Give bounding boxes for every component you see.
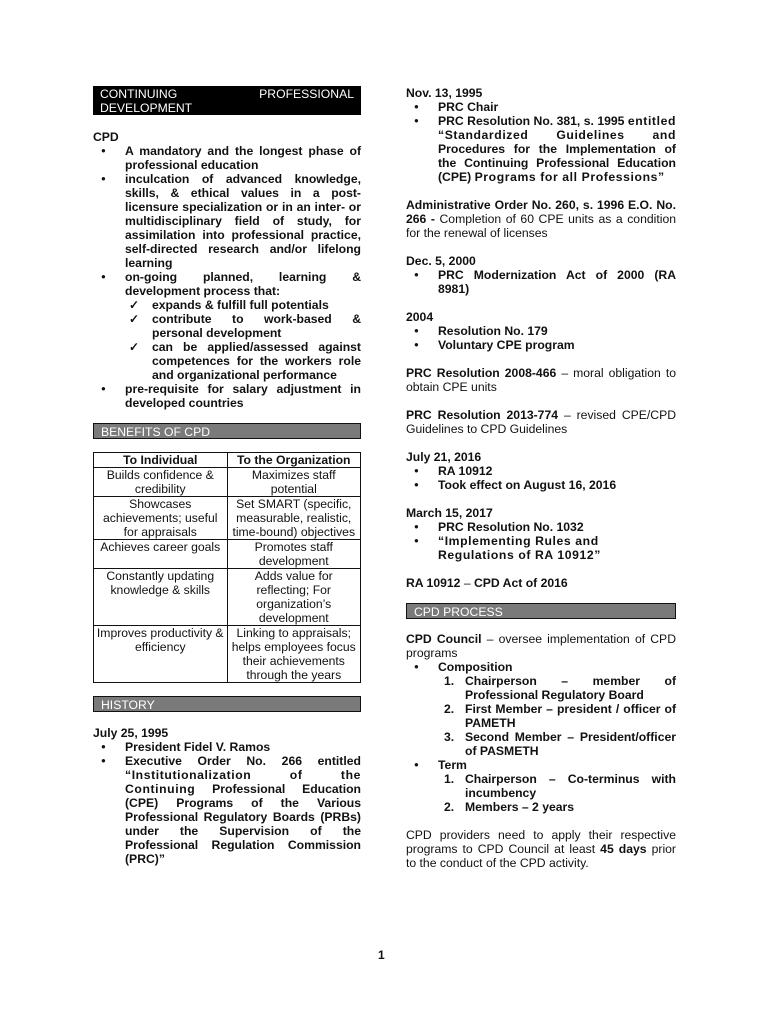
section-date: July 21, 2016 bbox=[406, 450, 482, 464]
cpd-title: CPD bbox=[93, 130, 119, 144]
table-cell: Showcases achievements; useful for appraisals bbox=[94, 497, 228, 540]
history-list bbox=[93, 740, 361, 866]
paragraph-bold: Administrative Order No. 260, s. 1996 E.O. No. 266 - bbox=[406, 198, 676, 226]
table-row bbox=[94, 569, 361, 626]
list-item: ● Resolution No. 179 bbox=[406, 324, 676, 338]
list-item-text: ● Composition bbox=[438, 660, 513, 674]
section-date: Nov. 13, 1995 bbox=[406, 86, 483, 100]
list-item bbox=[93, 270, 361, 382]
numbered-list bbox=[438, 674, 676, 758]
paragraph-text: – moral obligation to obtain CPE units bbox=[406, 366, 677, 394]
header-line: DEVELOPMENT bbox=[100, 101, 193, 115]
list-item: ● Voluntary CPE program bbox=[406, 338, 676, 352]
item-text: – president / officer of PAMETH bbox=[465, 702, 677, 730]
item-bold: First Member bbox=[465, 702, 543, 716]
left-column bbox=[93, 86, 361, 866]
resolution-paragraph bbox=[406, 408, 676, 436]
item-text: Members – 2 years bbox=[465, 800, 575, 814]
list-item bbox=[406, 114, 676, 184]
paragraph-bold: 45 days bbox=[600, 842, 647, 856]
section-header-benefits: BENEFITS OF CPD bbox=[93, 423, 361, 439]
table-header: To the Organization bbox=[227, 453, 361, 468]
list-item-text: Professional Education (CPE) Programs of the Various Professional Regulatory Boards (PRBs) under the Supervision of the Professional Regulation Commission (PRC)” bbox=[125, 782, 361, 866]
item-text: Chairperson – Co-terminus with incumbency bbox=[465, 772, 676, 800]
section-header-history: HISTORY bbox=[93, 696, 361, 712]
list-item-quote: “Institutionalization of the Continuing bbox=[125, 768, 361, 796]
list-item-bold: PRC Resolution No. 381, s. 1995 bbox=[438, 114, 625, 128]
list-item bbox=[93, 754, 361, 866]
list-item: ● A mandatory and the longest phase of professional education bbox=[93, 144, 361, 172]
timeline-list bbox=[406, 464, 676, 492]
list-item: ● inculcation of advanced knowledge, skills, & ethical values in a post-licensure specialization or in an inter- or multidisciplinary field of study, for assimilation into professional practice, self-directed research and/or lifelong learning bbox=[93, 172, 361, 270]
table-row bbox=[94, 626, 361, 683]
right-column bbox=[406, 86, 676, 870]
list-item: ● PRC Chair bbox=[406, 100, 676, 114]
list-item bbox=[406, 478, 676, 492]
table-header: To Individual bbox=[94, 453, 228, 468]
table-cell: Builds confidence & credibility bbox=[94, 468, 228, 497]
section-date: 2004 bbox=[406, 310, 434, 324]
council-paragraph bbox=[406, 632, 676, 660]
history-date: July 25, 1995 bbox=[93, 726, 169, 740]
timeline-list bbox=[406, 520, 676, 562]
paragraph-text: – revised CPE/CPD Guidelines to CPD Guidelines bbox=[406, 408, 676, 436]
paragraph-bold: PRC Resolution 2013-774 bbox=[406, 408, 559, 422]
list-item-text: Procedures for the Implementation of the Continuing Professional Education (CPE) bbox=[438, 142, 676, 184]
table-cell: Achieves career goals bbox=[94, 540, 228, 569]
paragraph-bold: PRC Resolution 2008-466 bbox=[406, 366, 557, 380]
table-cell: Set SMART (specific, measurable, realistic, time-bound) objectives bbox=[227, 497, 361, 540]
paragraph-text: prior to the conduct of the CPD activity. bbox=[406, 842, 676, 870]
list-item: ● President Fidel V. Ramos bbox=[93, 740, 361, 754]
table-cell: Promotes staff development bbox=[227, 540, 361, 569]
section-date: March 15, 2017 bbox=[406, 506, 493, 520]
resolution-paragraph bbox=[406, 366, 676, 394]
list-item: ● “Implementing Rules and Regulations of RA 10912” bbox=[406, 534, 676, 562]
check-item: ✓ expands & fulfill full potentials bbox=[125, 298, 361, 312]
paragraph-bold: RA 10912 bbox=[406, 576, 461, 590]
numbered-item bbox=[438, 800, 676, 814]
paragraph-text: CPD providers need to apply their respective programs to CPD Council at least bbox=[406, 828, 676, 856]
table-header-row bbox=[94, 453, 361, 468]
header-word: CONTINUING bbox=[100, 87, 178, 101]
list-item-text: ● on-going planned, learning & development process that: bbox=[125, 270, 361, 298]
numbered-item bbox=[438, 730, 676, 758]
section-header-process: CPD PROCESS bbox=[406, 603, 676, 619]
table-row bbox=[94, 540, 361, 569]
section-header-cpd bbox=[93, 86, 361, 115]
check-item: ✓ contribute to work-based & personal development bbox=[125, 312, 361, 340]
admin-order-paragraph bbox=[406, 198, 676, 240]
paragraph-bold: CPD Act of 2016 bbox=[474, 576, 568, 590]
page-number: 1 bbox=[378, 948, 385, 962]
paragraph-text: – bbox=[460, 576, 474, 590]
numbered-list bbox=[438, 772, 676, 814]
council-list bbox=[406, 660, 676, 814]
list-item-quote: entitled “Standardized Guidelines and bbox=[438, 114, 676, 142]
cpd-definition-list bbox=[93, 144, 361, 410]
list-item bbox=[406, 758, 676, 814]
table-cell: Constantly updating knowledge & skills bbox=[94, 569, 228, 626]
section-date: Dec. 5, 2000 bbox=[406, 254, 476, 268]
numbered-item bbox=[438, 674, 676, 702]
list-item: ● RA 10912 bbox=[406, 464, 676, 478]
item-bold: Second Member bbox=[465, 730, 562, 744]
item-text: – President/officer of PASMETH bbox=[465, 730, 676, 758]
check-list bbox=[125, 298, 361, 382]
numbered-item bbox=[438, 772, 676, 800]
header-word: PROFESSIONAL bbox=[259, 87, 354, 101]
numbered-item bbox=[438, 702, 676, 730]
item-number: 2. bbox=[444, 800, 455, 814]
item-text: – member of Professional Regulatory Board bbox=[465, 674, 676, 702]
benefits-table bbox=[93, 452, 361, 683]
list-item-quote: Programs for all Professions” bbox=[474, 170, 665, 184]
list-item-text: Took effect on bbox=[438, 478, 524, 492]
table-cell: Linking to appraisals; helps employees focus their achievements through the years bbox=[227, 626, 361, 683]
item-number: 1. bbox=[444, 772, 455, 786]
providers-paragraph bbox=[406, 828, 676, 870]
paragraph-bold: CPD Council bbox=[406, 632, 482, 646]
ra-paragraph bbox=[406, 576, 676, 590]
item-number: 2. bbox=[444, 702, 455, 716]
timeline-list bbox=[406, 324, 676, 352]
list-item: ● PRC Resolution No. 1032 bbox=[406, 520, 676, 534]
paragraph-text: – oversee implementation of CPD programs bbox=[406, 632, 676, 660]
timeline-list bbox=[406, 268, 676, 296]
list-item: ● PRC Modernization Act of 2000 (RA 8981) bbox=[406, 268, 676, 296]
paragraph-text: Completion of 60 CPE units as a condition for the renewal of licenses bbox=[406, 212, 676, 240]
list-item-bold: August 16, 2016 bbox=[523, 478, 617, 492]
item-bold: Chairperson bbox=[465, 674, 537, 688]
list-item-bold: Executive Order No. 266 bbox=[125, 754, 302, 768]
table-row bbox=[94, 468, 361, 497]
table-cell: Improves productivity & efficiency bbox=[94, 626, 228, 683]
table-cell: Maximizes staff potential bbox=[227, 468, 361, 497]
check-item: ✓ can be applied/assessed against competences for the workers role and organizational performance bbox=[125, 340, 361, 382]
list-item bbox=[406, 660, 676, 758]
timeline-list bbox=[406, 100, 676, 184]
list-item-text: entitled bbox=[302, 754, 361, 768]
table-row bbox=[94, 497, 361, 540]
list-item-text: ● Term bbox=[438, 758, 467, 772]
item-number: 1. bbox=[444, 674, 455, 688]
table-cell: Adds value for reflecting; For organization’s development bbox=[227, 569, 361, 626]
item-number: 3. bbox=[444, 730, 455, 744]
list-item: ● pre-requisite for salary adjustment in developed countries bbox=[93, 382, 361, 410]
